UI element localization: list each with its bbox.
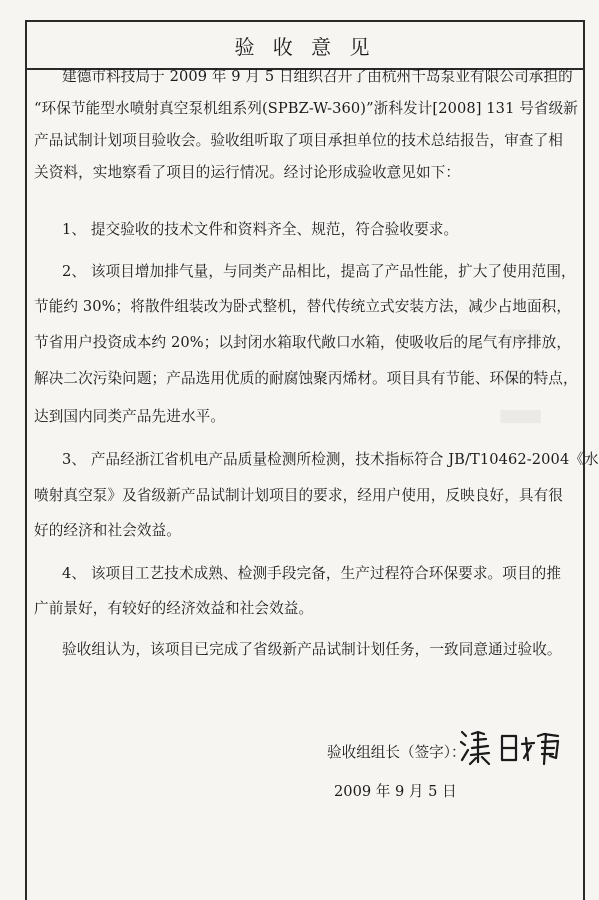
opinion-item-2-line: 解决二次污染问题；产品选用优质的耐腐蚀聚丙烯材。项目具有节能、环保的特点， [34, 370, 578, 387]
intro-line: 关资料，实地察看了项目的运行情况。经讨论形成验收意见如下： [34, 164, 461, 181]
signature-label: 验收组组长（签字）： [327, 744, 466, 761]
opinion-item-2-line: 达到国内同类产品先进水平。 [34, 408, 226, 425]
opinion-item-2: 2、 该项目增加排气量，与同类产品相比，提高了产品性能，扩大了使用范围， [62, 263, 576, 280]
intro-line: 产品试制计划项目验收会。验收组听取了项目承担单位的技术总结报告，审查了相 [34, 132, 563, 149]
opinion-item-4: 4、 该项目工艺技术成熟、检测手段完备，生产过程符合环保要求。项目的推 [62, 565, 562, 582]
intro-line: “环保节能型水喷射真空泵机组系列(SPBZ-W-360)”浙科发计[2008] 131 号省级新 [34, 100, 578, 117]
opinion-item-4-line: 广前景好，有较好的经济效益和社会效益。 [34, 600, 314, 617]
opinion-item-3: 3、 产品经浙江省机电产品质量检测所检测，技术指标符合 JB/T10462-2004《水 [62, 451, 599, 468]
title-row [27, 22, 583, 70]
intro-line: 建德市科技局于 2009 年 9 月 5 日组织召开了由杭州千岛泵业有限公司承担的 [62, 68, 573, 85]
bleed-through-mark: ▌▌▌ [500, 330, 540, 451]
conclusion: 验收组认为，该项目已完成了省级新产品试制计划任务，一致同意通过验收。 [62, 641, 562, 658]
handwritten-signature [458, 724, 570, 768]
opinion-item-3-line: 喷射真空泵》及省级新产品试制计划项目的要求，经用户使用，反映良好，具有很 [34, 487, 563, 504]
document-date: 2009 年 9 月 5 日 [334, 783, 457, 800]
opinion-item-3-line: 好的经济和社会效益。 [34, 522, 181, 539]
document-title: 验 收 意 见 [234, 34, 376, 59]
opinion-item-2-line: 节省用户投资成本约 20%；以封闭水箱取代敞口水箱，使吸收后的尾气有序排放， [34, 334, 572, 351]
opinion-item-2-line: 节能约 30%；将散件组装改为卧式整机，替代传统立式安装方法，减少占地面积， [34, 298, 572, 315]
opinion-item-1: 1、 提交验收的技术文件和资料齐全、规范，符合验收要求。 [62, 221, 459, 238]
